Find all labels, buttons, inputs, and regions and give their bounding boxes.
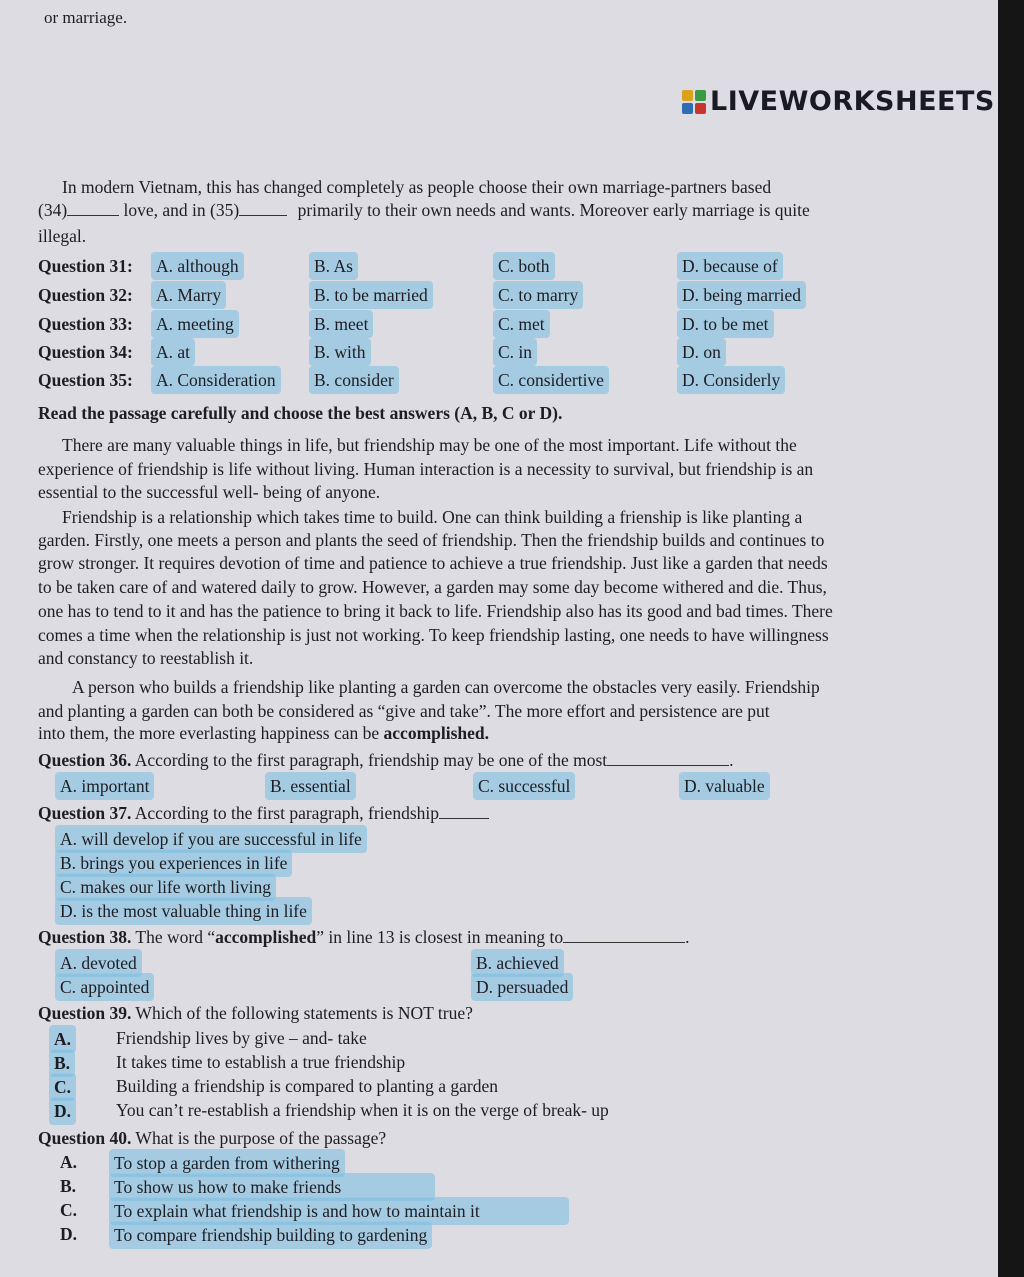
question-37: Question 37. According to the first paragraph, friendship <box>38 803 489 824</box>
q40-letter-b: B. <box>60 1176 77 1196</box>
blank-36 <box>607 764 729 766</box>
q40-letter-c: C. <box>60 1200 78 1220</box>
cloze-line-3: illegal. <box>38 226 87 246</box>
q35-option-d[interactable]: D. Considerly <box>678 367 784 393</box>
q37-option-b[interactable]: B. brings you experiences in life <box>56 850 291 876</box>
passage-p1-line-2: experience of friendship is life without living. Human interaction is a necessity to survival, but friendship is an <box>38 459 814 479</box>
reading-instruction: Read the passage carefully and choose the best answers (A, B, C or D). <box>38 403 563 423</box>
passage-p1-line-1: There are many valuable things in life, but friendship may be one of the most important. Life without the <box>62 435 797 455</box>
question-35-label: Question 35: <box>38 370 133 390</box>
q40-option-c[interactable]: To explain what friendship is and how to maintain it <box>110 1198 568 1224</box>
q36-option-b[interactable]: B. essential <box>266 773 355 799</box>
passage-p1-line-3: essential to the successful well- being of anyone. <box>38 482 381 502</box>
q33-option-d[interactable]: D. to be met <box>678 311 773 337</box>
question-33-label: Question 33: <box>38 314 133 334</box>
q38-option-d[interactable]: D. persuaded <box>472 974 572 1000</box>
q31-option-d[interactable]: D. because of <box>678 253 782 279</box>
q36-option-c[interactable]: C. successful <box>474 773 574 799</box>
question-31-label: Question 31: <box>38 256 133 276</box>
q34-option-b[interactable]: B. with <box>310 339 370 365</box>
q39-option-c-text: Building a friendship is compared to planting a garden <box>116 1076 498 1096</box>
question-39: Question 39. Which of the following statements is NOT true? <box>38 1003 473 1023</box>
passage-p3-line-1: A person who builds a friendship like planting a garden can overcome the obstacles very easily. Friendship <box>72 677 820 697</box>
q33-option-b[interactable]: B. meet <box>310 311 372 337</box>
question-36: Question 36. According to the first paragraph, friendship may be one of the most . <box>38 750 734 770</box>
logo-text: LIVEWORKSHEETS <box>710 86 995 117</box>
q38-option-a[interactable]: A. devoted <box>56 950 141 976</box>
cloze-line-2: (34) love, and in (35) primarily to their own needs and wants. Moreover early marriage is quite <box>38 200 810 220</box>
passage-p2-line-5: one has to tend to it and has the patience to bring it back to life. Friendship also has its good and bad times. There <box>38 601 833 621</box>
cloze-line-1: In modern Vietnam, this has changed completely as people choose their own marriage-partners based <box>62 177 772 197</box>
q38-option-b[interactable]: B. achieved <box>472 950 563 976</box>
q40-letter-a: A. <box>60 1152 78 1172</box>
q39-option-d-text: You can’t re-establish a friendship when it is on the verge of break- up <box>116 1100 609 1120</box>
q40-option-b[interactable]: To show us how to make friends <box>110 1174 434 1200</box>
blank-38 <box>563 941 685 943</box>
q34-option-a[interactable]: A. at <box>152 339 194 365</box>
q39-option-d[interactable]: D. <box>50 1098 75 1124</box>
passage-p2-line-4: to be taken care of and watered daily to grow. However, a garden may some day become withered and die. Thus, <box>38 577 827 597</box>
q34-option-c[interactable]: C. in <box>494 339 536 365</box>
passage-p3-line-3: into them, the more everlasting happiness can be accomplished. <box>38 723 490 743</box>
accomplished-word: accomplished. <box>383 723 490 743</box>
q39-option-b[interactable]: B. <box>50 1050 74 1076</box>
q39-option-c[interactable]: C. <box>50 1074 75 1100</box>
q40-letter-d: D. <box>60 1224 78 1244</box>
question-34-label: Question 34: <box>38 342 133 362</box>
q36-option-d[interactable]: D. valuable <box>680 773 769 799</box>
q33-option-a[interactable]: A. meeting <box>152 311 238 337</box>
q37-option-d[interactable]: D. is the most valuable thing in life <box>56 898 311 924</box>
q37-option-a[interactable]: A. will develop if you are successful in life <box>56 826 366 852</box>
q38-option-c[interactable]: C. appointed <box>56 974 153 1000</box>
liveworksheets-logo <box>682 86 995 117</box>
q31-option-b[interactable]: B. As <box>310 253 357 279</box>
passage-p2-line-7: and constancy to reestablish it. <box>38 648 254 668</box>
q39-option-b-text: It takes time to establish a true friendship <box>116 1052 406 1072</box>
passage-p2-line-2: garden. Firstly, one meets a person and plants the seed of friendship. Then the friendship builds and continues to <box>38 530 825 550</box>
q35-option-b[interactable]: B. consider <box>310 367 398 393</box>
passage-p3-line-2: and planting a garden can both be considered as “give and take”. The more effort and persistence are put <box>38 701 770 721</box>
q31-option-c[interactable]: C. both <box>494 253 554 279</box>
previous-text-fragment: or marriage. <box>44 8 128 27</box>
blank-37 <box>439 817 489 819</box>
blank-35 <box>239 214 287 216</box>
q32-option-d[interactable]: D. being married <box>678 282 805 308</box>
q36-option-a[interactable]: A. important <box>56 773 153 799</box>
passage-p2-line-3: grow stronger. It requires devotion of time and patience to achieve a true friendship. Just like a garden that needs <box>38 553 828 573</box>
q35-option-c[interactable]: C. considertive <box>494 367 608 393</box>
q33-option-c[interactable]: C. met <box>494 311 549 337</box>
q32-option-a[interactable]: A. Marry <box>152 282 225 308</box>
liveworksheets-logo-icon <box>682 90 706 114</box>
screen-bezel <box>998 0 1024 1277</box>
question-40: Question 40. What is the purpose of the passage? <box>38 1128 387 1148</box>
q40-option-d[interactable]: To compare friendship building to gardening <box>110 1222 431 1248</box>
q31-option-a[interactable]: A. although <box>152 253 243 279</box>
question-32-label: Question 32: <box>38 285 133 305</box>
blank-34 <box>67 214 119 216</box>
q35-option-a[interactable]: A. Consideration <box>152 367 280 393</box>
q32-option-c[interactable]: C. to marry <box>494 282 582 308</box>
q34-option-d[interactable]: D. on <box>678 339 725 365</box>
q32-option-b[interactable]: B. to be married <box>310 282 432 308</box>
question-38: Question 38. The word “accomplished” in line 13 is closest in meaning to . <box>38 927 690 947</box>
q39-option-a[interactable]: A. <box>50 1026 75 1052</box>
q39-option-a-text: Friendship lives by give – and- take <box>116 1028 367 1048</box>
q37-option-c[interactable]: C. makes our life worth living <box>56 874 275 900</box>
q40-option-a[interactable]: To stop a garden from withering <box>110 1150 344 1176</box>
passage-p2-line-1: Friendship is a relationship which takes time to build. One can think building a frienship is like planting a <box>62 507 803 527</box>
passage-p2-line-6: comes a time when the relationship is just not working. To keep friendship lasting, one needs to have willingness <box>38 625 829 645</box>
